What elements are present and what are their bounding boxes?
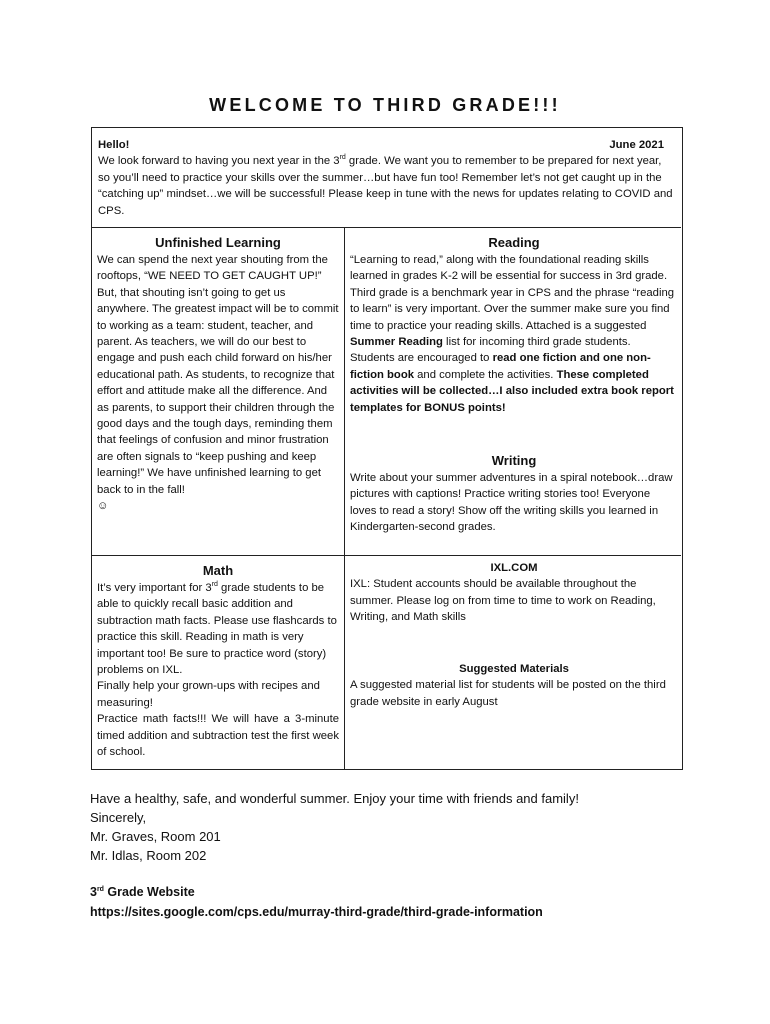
- teacher-graves: Mr. Graves, Room 201: [90, 829, 221, 844]
- ixl-heading: IXL.COM: [490, 562, 538, 574]
- website-link[interactable]: https://sites.google.com/cps.edu/murray-third-grade/third-grade-information: [90, 905, 543, 919]
- closing-section: [90, 789, 579, 865]
- writing-section: [350, 452, 678, 536]
- materials-body: A suggested material list for students will be posted on the third grade website in early August: [350, 679, 666, 708]
- math-heading: Math: [202, 563, 234, 578]
- letter-date: June 2021: [609, 139, 664, 151]
- materials-heading: Suggested Materials: [459, 663, 569, 675]
- ixl-section: [350, 560, 678, 626]
- column-divider: [344, 228, 345, 770]
- greeting: Hello!: [98, 139, 130, 151]
- intro-section: [92, 128, 681, 228]
- math-section: [97, 562, 339, 760]
- website-section: [90, 882, 543, 922]
- teacher-idlas: Mr. Idlas, Room 202: [90, 848, 207, 863]
- reading-body: “Learning to read,” along with the foundational reading skills learned in grades K-2 will be essential for success in 3rd grade. Third grade is a benchmark year in CPS and the phrase “reading to learn” is very important. Over the summer make sure you find time to practice your reading skills. Attached is a suggested Summer Reading list for incoming third grade students. Students are encouraged to read one fiction and one non-fiction book and complete the activities. These completed activities will be collected…I also included extra book report templates for BONUS points!: [350, 254, 675, 414]
- math-body-1: It’s very important for 3rd grade students to be able to quickly recall basic addition and subtraction math facts. Please use flashcards to practice this skill. Reading in math is very important too! Be sure to practice word (story) problems on IXL.: [97, 581, 337, 677]
- smiley-icon: ☺: [97, 500, 109, 513]
- reading-heading: Reading: [488, 235, 540, 250]
- info-table: [91, 127, 683, 770]
- math-body-3: Practice math facts!!! We will have a 3-minute timed addition and subtraction test the first week of school.: [97, 713, 339, 759]
- website-label: 3rd Grade Website: [90, 885, 195, 899]
- closing-line: Have a healthy, safe, and wonderful summer. Enjoy your time with friends and family!: [90, 791, 579, 806]
- ixl-body: IXL: Student accounts should be available throughout the summer. Please log on from time to time to work on Reading, Writing, and Math skills: [350, 578, 656, 624]
- math-body-2: Finally help your grown-ups with recipes and measuring!: [97, 680, 320, 709]
- unfinished-learning-heading: Unfinished Learning: [155, 235, 281, 250]
- writing-body: Write about your summer adventures in a spiral notebook…draw pictures with captions! Practice writing stories too! Everyone loves to read a story! Show off the writing skills you learned in Kindergarten-second grades.: [350, 472, 673, 534]
- intro-body: We look forward to having you next year in the 3rd grade. We want you to remember to be prepared for next year, so you’ll need to practice your skills over the summer…but have fun too! Remember let’s not get caught up in the “catching up” mindset…we will be successful! Please keep in tune with the news for updates relating to COVID and CPS.: [98, 154, 673, 217]
- row-divider: [92, 555, 681, 556]
- unfinished-learning-body: We can spend the next year shouting from the rooftops, “WE NEED TO GET CAUGHT UP!” But, that shouting isn’t going to get us anywhere. The greatest impact will be to commit to working as a team: student, teacher, and parent. As teachers, we will do our best to engage and push each child forward on his/her educational path. As students, to recognize that effort and attitude make all the difference. And as parents, to support their children through the good days and the tough days, reminding them that feelings of confusion and minor frustration are often signals to “keep pushing and keep learning!” We have unfinished learning to get back to in the fall! ☺: [97, 254, 339, 513]
- materials-section: [350, 661, 678, 710]
- page-title: WELCOME TO THIRD GRADE!!!: [209, 95, 561, 115]
- reading-section: [350, 234, 678, 416]
- sign-off: Sincerely,: [90, 810, 147, 825]
- writing-heading: Writing: [491, 453, 537, 468]
- unfinished-learning-section: [97, 234, 339, 515]
